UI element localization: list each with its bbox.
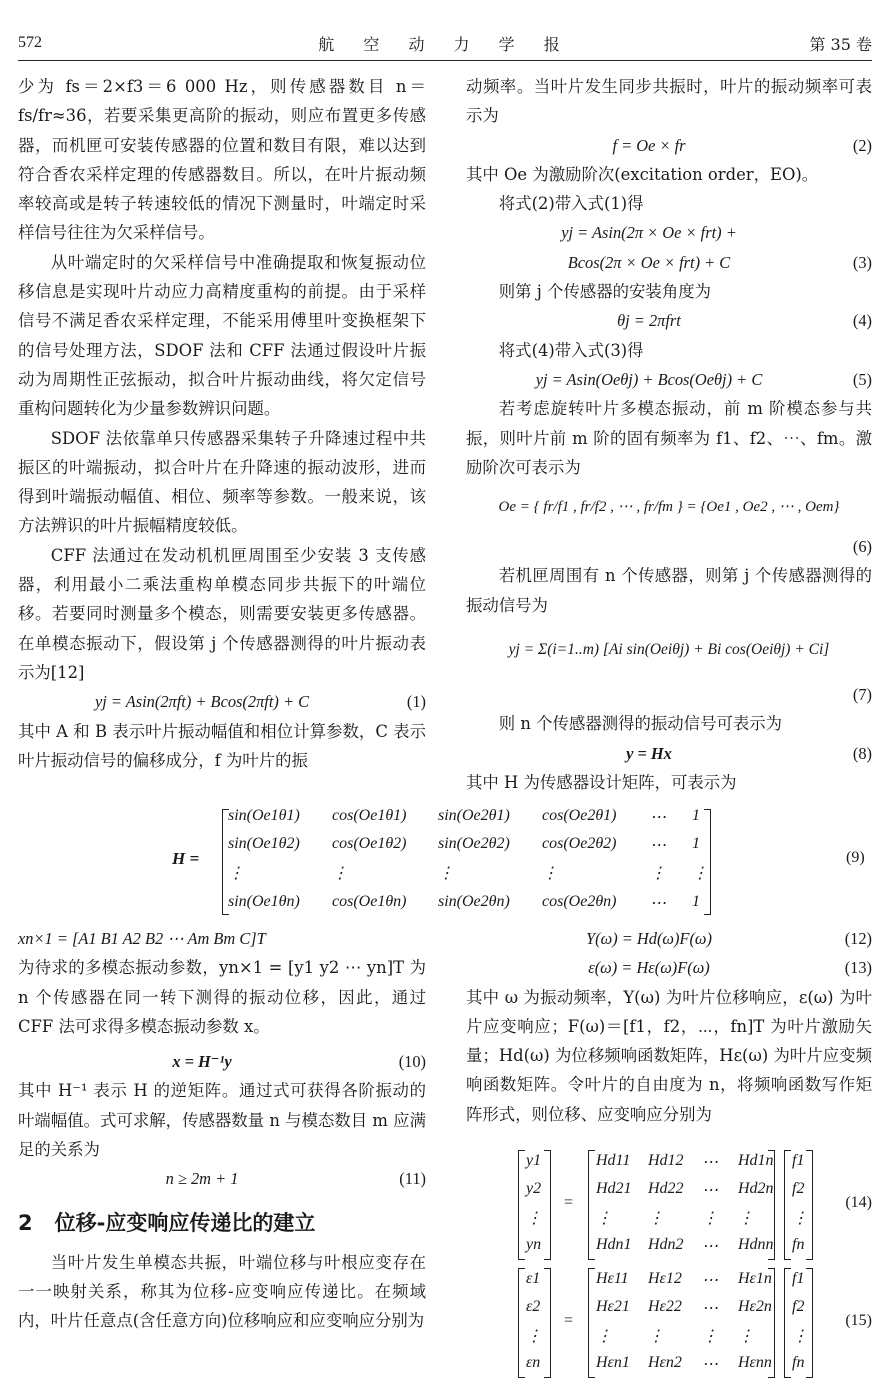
matrix-cell: ⋯: [702, 1238, 718, 1255]
equation-13: ε(ω) = Hε(ω)F(ω) (13): [588, 958, 872, 978]
matrix-cell: sin(Oe2θn): [438, 893, 510, 910]
equation-14-matrix: [466, 1150, 872, 1262]
vector-entry: εn: [526, 1354, 541, 1371]
paragraph: 则 n 个传感器测得的振动信号可表示为: [498, 714, 783, 734]
left-bracket: [588, 1268, 595, 1378]
left-column: [18, 72, 426, 775]
right-bracket: [806, 1268, 813, 1378]
vector-entry: yn: [526, 1236, 542, 1253]
matrix-cell: Hd12: [648, 1152, 684, 1169]
paragraph: xn×1 = [A1 B1 A2 B2 ⋯ Am Bm C]T: [18, 929, 266, 948]
vector-entry: ⋮: [792, 1328, 808, 1345]
matrix-cell: ⋮: [648, 1328, 664, 1345]
matrix-cell: Hd22: [648, 1180, 684, 1197]
matrix-cell: Hε21: [596, 1298, 630, 1315]
paragraph: 将式(2)带入式(1)得: [498, 194, 644, 214]
paragraph: SDOF 法依靠单只传感器采集转子升降速过程中共振区的叶端振动，拟合叶片在升降速的振动波形，进而得到叶端振动幅值、相位、频率等参数。一般来说，该方法辨识的叶片振幅精度较低。: [18, 428, 426, 536]
paragraph: 少为 fs＝2×f3＝6 000 Hz，则传感器数目 n＝fs/fr≈36，若要采集更高阶的振动，则应布置更多传感器，而机匣可安装传感器的位置和数目有限，难以达到符合香农采样定理的传感器数目。所以，在叶片振动频率较高或是转子转速较低的情况下测量时，叶端定时采样信号往往为欠采样信号。: [18, 77, 426, 243]
matrix-cell: sin(Oe2θ2): [438, 835, 510, 852]
equation-9-matrix: [0, 805, 890, 917]
matrix-cell: ⋮: [228, 865, 244, 882]
matrix-cell: ⋯: [702, 1272, 718, 1289]
vector-entry: ⋮: [526, 1328, 542, 1345]
right-column: [466, 72, 872, 797]
paragraph: 其中 ω 为振动频率，Y(ω) 为叶片位移响应，ε(ω) 为叶片应变响应；F(ω)＝[f1，f2，⋯，fn]T 为叶片激励矢量；Hd(ω) 为位移频响函数矩阵，Hε(ω) 为叶片应变频响函数矩阵。令叶片的自由度为 n，将频响函数写作矩阵形式，则位移、应变响应分别为: [466, 987, 872, 1124]
equation-6-number: (6): [852, 537, 872, 557]
equation-7: yj = Σ(i=1..m) [Ai sin(Oeiθj) + Bi cos(Oeiθj) + Ci]: [508, 641, 830, 659]
vector-entry: y2: [526, 1180, 542, 1197]
vector-entry: ⋮: [792, 1210, 808, 1227]
matrix-cell: Hεnn: [738, 1354, 772, 1371]
matrix-cell: ⋮: [596, 1328, 612, 1345]
paragraph: 其中 H 为传感器设计矩阵，可表示为: [466, 772, 737, 792]
matrix-cell: sin(Oe1θn): [228, 893, 300, 910]
matrix-cell: Hε2n: [738, 1298, 772, 1315]
paragraph: 若机匣周围有 n 个传感器，则第 j 个传感器测得的振动信号为: [466, 566, 872, 615]
header-rule: [18, 60, 872, 61]
matrix-cell: ⋯: [650, 809, 666, 826]
equation-12: Y(ω) = Hd(ω)F(ω) (12): [586, 929, 872, 948]
vector-entry: ⋮: [526, 1210, 542, 1227]
matrix-cell: ⋮: [738, 1328, 754, 1345]
left-bracket: [784, 1150, 791, 1260]
matrix-cell: 1: [692, 893, 700, 910]
matrix-cell: cos(Oe2θ2): [542, 835, 617, 852]
equation-number: (15): [845, 1312, 872, 1329]
paragraph: CFF 法通过在发动机机匣周围至少安装 3 支传感器，利用最小二乘法重构单模态同步共振下的叶端位移。若要同时测量多个模态，则需要安装更多传感器。在单模态振动下，假设第 j 个传感器测得的叶片振动表示为[12]: [18, 545, 426, 682]
paragraph: 其中 Oe 为激励阶次(excitation order，EO)。: [466, 164, 819, 184]
vector-entry: y1: [526, 1152, 542, 1169]
right-bracket: [704, 809, 711, 915]
equation-5: yj = Asin(Oeθj) + Bcos(Oeθj) + C (5): [535, 369, 872, 389]
matrix-cell: Hε1n: [738, 1270, 772, 1287]
page-number: 572: [18, 34, 42, 51]
right-bracket: [806, 1150, 813, 1260]
paragraph: 其中 H⁻¹ 表示 H 的逆矩阵。通过式可获得各阶振动的叶端幅值。式可求解，传感器数量 n 与模态数目 m 应满足的关系为: [18, 1081, 426, 1160]
equation-4: θj = 2πfrt (4): [617, 311, 872, 331]
right-bracket: [544, 1268, 551, 1378]
matrix-cell: sin(Oe1θ2): [228, 835, 300, 852]
vector-entry: ε2: [526, 1298, 541, 1315]
volume-label: 第 35 卷: [809, 35, 872, 54]
matrix-cell: Hdn2: [648, 1236, 684, 1253]
equation-11: n ≥ 2m + 1 (11): [165, 1169, 426, 1189]
equation-6: Oe = { fr/f1 , fr/f2 , ⋯ , fr/fm } = {Oe1 , Oe2 , ⋯ , Oem}: [498, 499, 840, 516]
equation-8: y = Hx (8): [626, 743, 872, 763]
matrix-cell: ⋯: [650, 837, 666, 854]
matrix-cell: ⋯: [702, 1182, 718, 1199]
matrix-cell: cos(Oe1θ2): [332, 835, 407, 852]
vector-entry: f2: [792, 1298, 805, 1315]
paragraph: 将式(4)带入式(3)得: [498, 340, 644, 360]
matrix-cell: cos(Oe2θn): [542, 893, 617, 910]
paragraph: 若考虑旋转叶片多模态振动，前 m 阶模态参与共振，则叶片前 m 阶的固有频率为 f1、f2、⋯、fm。激励阶次可表示为: [466, 399, 872, 477]
matrix-cell: ⋮: [702, 1210, 718, 1227]
vector-entry: ε1: [526, 1270, 541, 1287]
paragraph: 其中 A 和 B 表示叶片振动幅值和相位计算参数，C 表示叶片振动信号的偏移成分，f 为叶片的振: [18, 721, 426, 770]
right-column-lower: [466, 924, 872, 1129]
equation-number: (14): [845, 1194, 872, 1211]
equals-sign: =: [564, 1312, 574, 1329]
matrix-cell: Hd21: [596, 1180, 632, 1197]
matrix-cell: ⋮: [438, 865, 454, 882]
paragraph: 从叶端定时的欠采样信号中准确提取和恢复振动位移信息是实现叶片动应力高精度重构的前提。由于采样信号不满足香农采样定理，不能采用傅里叶变换框架下的信号处理方法，SDOF 法和 CFF 法通过假设叶片振动为周期性正弦振动，拟合叶片振动曲线，将欠定信号重构问题转化为少量参数辨识问题。: [18, 252, 426, 419]
matrix-cell: Hε22: [648, 1298, 682, 1315]
vector-entry: fn: [792, 1236, 805, 1253]
matrix-cell: ⋮: [648, 1210, 664, 1227]
right-bracket: [544, 1150, 551, 1260]
matrix-cell: 1: [692, 807, 700, 824]
matrix-cell: Hdn1: [596, 1236, 632, 1253]
equation-1: yj = Asin(2πft) + Bcos(2πft) + C (1): [94, 692, 426, 712]
equation-3b: Bcos(2π × Oe × frt) + C (3): [567, 252, 872, 272]
matrix-cell: 1: [692, 835, 700, 852]
matrix-cell: ⋯: [650, 895, 666, 912]
matrix-cell: ⋯: [702, 1154, 718, 1171]
equation-10: x = H⁻¹y (10): [172, 1052, 426, 1072]
matrix-cell: Hd1n: [738, 1152, 774, 1169]
paragraph: 动频率。当叶片发生同步共振时，叶片的振动频率可表示为: [466, 77, 872, 126]
equation-7-number: (7): [852, 685, 872, 705]
matrix-cell: Hε11: [596, 1270, 629, 1287]
matrix-cell: Hε12: [648, 1270, 682, 1287]
matrix-cell: Hd2n: [738, 1180, 774, 1197]
matrix-cell: ⋮: [738, 1210, 754, 1227]
section-heading: 2 位移-应变响应传递比的建立: [18, 1210, 316, 1235]
left-bracket: [588, 1150, 595, 1260]
matrix-cell: ⋯: [702, 1300, 718, 1317]
running-header: [18, 28, 872, 58]
matrix-cell: Hd11: [596, 1152, 631, 1169]
equation-2: f = Oe × fr (2): [612, 135, 872, 155]
equation-15-matrix: [466, 1268, 872, 1380]
matrix-cell: Hεn1: [596, 1354, 630, 1371]
vector-entry: f1: [792, 1152, 805, 1169]
vector-entry: f1: [792, 1270, 805, 1287]
left-column-lower: [18, 924, 426, 1336]
matrix-cell: ⋮: [596, 1210, 612, 1227]
matrix-label: H =: [172, 849, 200, 868]
vector-entry: f2: [792, 1180, 805, 1197]
left-bracket: [784, 1268, 791, 1378]
left-bracket: [518, 1268, 525, 1378]
matrix-cell: ⋮: [702, 1328, 718, 1345]
equals-sign: =: [564, 1194, 574, 1211]
matrix-cell: cos(Oe1θn): [332, 893, 407, 910]
vector-entry: fn: [792, 1354, 805, 1371]
left-bracket: [518, 1150, 525, 1260]
matrix-cell: ⋯: [702, 1356, 718, 1373]
equation-3a: yj = Asin(2π × Oe × frt) +: [561, 223, 737, 243]
paragraph: 为待求的多模态振动参数，yn×1 = [y1 y2 ⋯ yn]T 为 n 个传感器在同一转下测得的振动位移，因此，通过 CFF 法可求得多模态振动参数 x。: [18, 958, 426, 1036]
matrix-cell: ⋮: [542, 865, 558, 882]
paragraph: 则第 j 个传感器的安装角度为: [498, 282, 711, 302]
journal-title: 航 空 动 力 学 报: [318, 35, 572, 54]
matrix-cell: ⋮: [332, 865, 348, 882]
matrix-cell: cos(Oe2θ1): [542, 807, 617, 824]
matrix-cell: sin(Oe1θ1): [228, 807, 300, 824]
matrix-cell: Hεn2: [648, 1354, 682, 1371]
equation-number: (9): [846, 849, 865, 866]
matrix-cell: ⋮: [692, 865, 708, 882]
matrix-cell: ⋮: [650, 865, 666, 882]
matrix-cell: sin(Oe2θ1): [438, 807, 510, 824]
matrix-cell: Hdnn: [738, 1236, 774, 1253]
matrix-cell: cos(Oe1θ1): [332, 807, 407, 824]
paragraph: 当叶片发生单模态共振，叶端位移与叶根应变存在一一映射关系，称其为位移-应变响应传递比。在频域内，叶片任意点(含任意方向)位移响应和应变响应分别为: [18, 1252, 426, 1331]
